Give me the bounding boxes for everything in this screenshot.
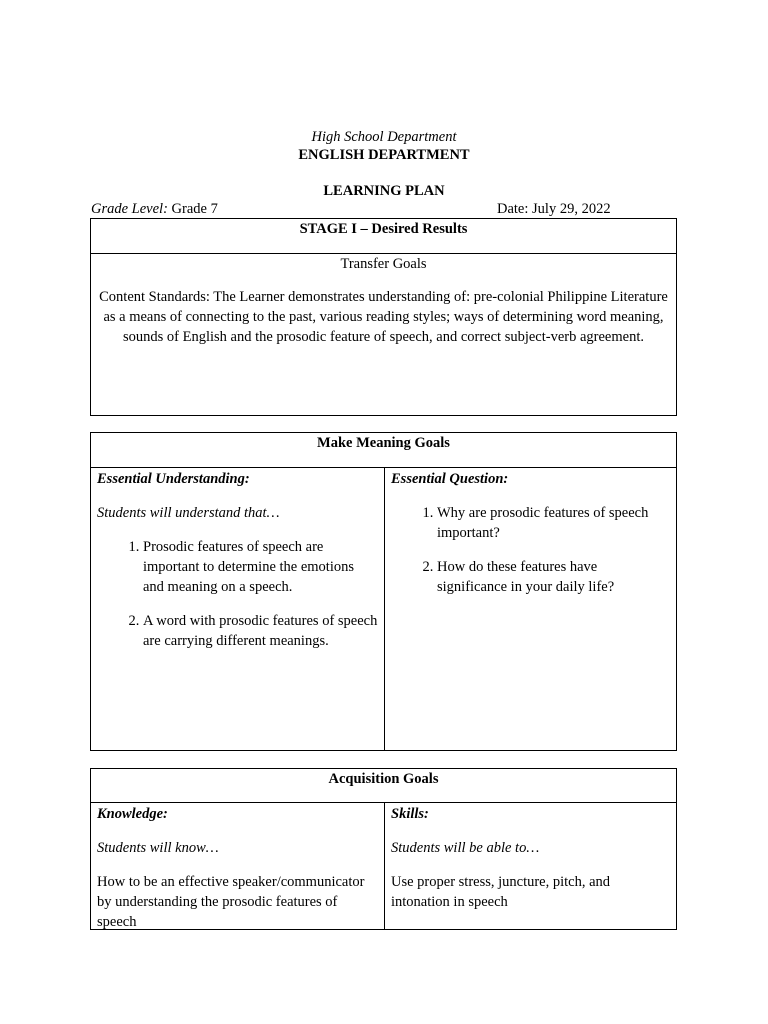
stage1-title: STAGE I – Desired Results xyxy=(91,219,676,254)
essential-question-list xyxy=(391,503,670,597)
essential-understanding-label: Essential Understanding: xyxy=(97,471,250,487)
list-item: 2. A word with prosodic features of speech are carrying different meanings. xyxy=(143,611,378,651)
knowledge-intro: Students will know… xyxy=(97,840,219,856)
list-item: 2. How do these features have significance in your daily life? xyxy=(437,557,670,597)
make-meaning-columns xyxy=(91,467,676,750)
content-standards: Content Standards: The Learner demonstrates understanding of: pre-colonial Philippine Literature as a means of connecting to the past, various reading styles; ways of determining word meaning, sounds of English and the prosodic feature of speech, and correct subject-verb agreement. xyxy=(99,289,668,345)
grade-level xyxy=(91,201,218,218)
list-item: 1. Why are prosodic features of speech important? xyxy=(437,503,670,543)
skills-cell xyxy=(385,802,676,929)
knowledge-cell xyxy=(91,802,385,929)
make-meaning-box xyxy=(90,432,677,751)
department-subtitle: High School Department xyxy=(311,129,457,145)
knowledge-text: How to be an effective speaker/communicator by understanding the prosodic features of speech xyxy=(97,874,365,930)
department-title: ENGLISH DEPARTMENT xyxy=(298,147,470,163)
essential-question-label: Essential Question: xyxy=(391,471,509,487)
essential-understanding-intro: Students will understand that… xyxy=(97,505,280,521)
transfer-goals-title: Transfer Goals xyxy=(340,256,427,272)
acquisition-columns xyxy=(91,802,676,929)
essential-understanding-cell xyxy=(91,467,385,750)
list-item: 1. Prosodic features of speech are important to determine the emotions and meaning on a speech. xyxy=(143,537,378,597)
acquisition-box xyxy=(90,768,677,930)
skills-label: Skills: xyxy=(391,806,429,822)
knowledge-label: Knowledge: xyxy=(97,806,168,822)
skills-text: Use proper stress, juncture, pitch, and intonation in speech xyxy=(391,874,611,910)
grade-level-label: Grade Level: xyxy=(91,201,168,217)
acquisition-title: Acquisition Goals xyxy=(91,769,676,803)
plan-title: LEARNING PLAN xyxy=(323,183,445,199)
stage1-box xyxy=(90,218,677,416)
make-meaning-title: Make Meaning Goals xyxy=(91,433,676,468)
essential-question-cell xyxy=(385,467,676,750)
plan-date: Date: July 29, 2022 xyxy=(497,201,611,217)
transfer-goals-section xyxy=(91,254,676,347)
essential-understanding-list xyxy=(97,537,378,651)
grade-level-value: Grade 7 xyxy=(167,201,218,217)
skills-intro: Students will be able to… xyxy=(391,840,540,856)
